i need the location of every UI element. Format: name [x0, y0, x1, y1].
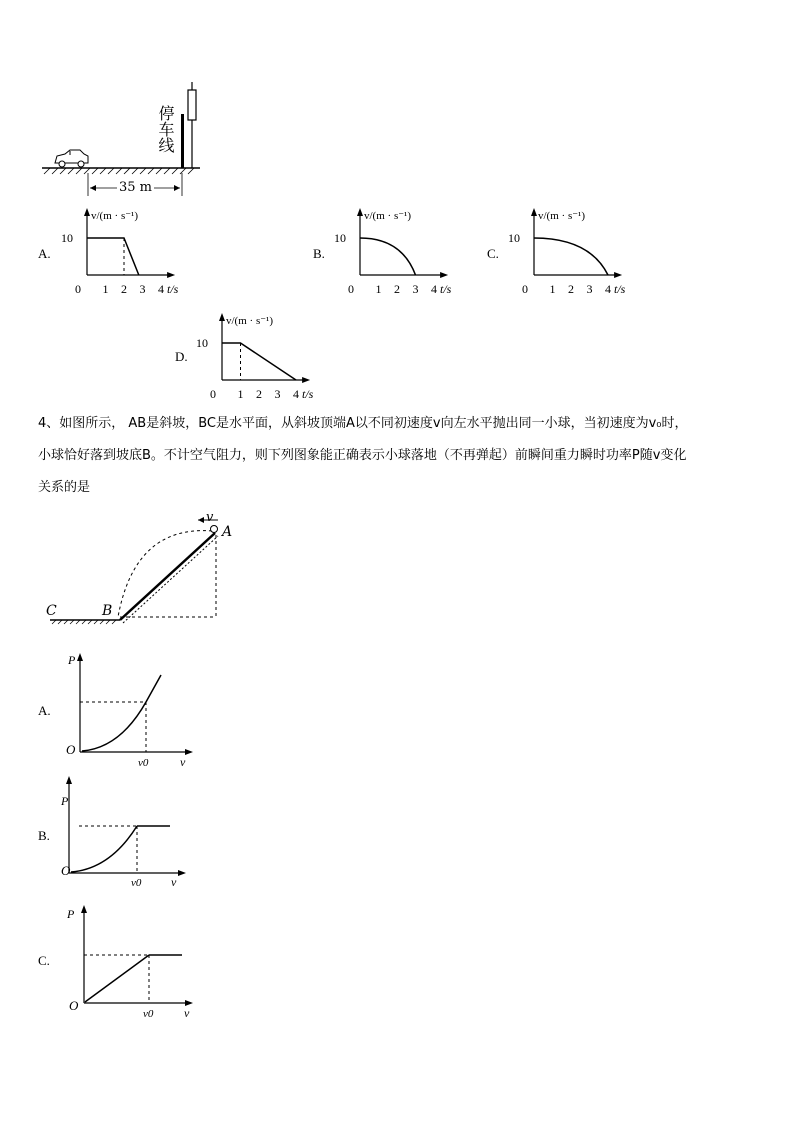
- q3-option-b-label: B.: [313, 246, 325, 261]
- y-axis-arrow: [219, 313, 225, 321]
- x-tick-label: 1: [102, 282, 109, 296]
- x-axis-arrow: [167, 272, 175, 278]
- q4-number: 4、: [38, 416, 60, 431]
- q3-option-d-label: D.: [175, 349, 188, 364]
- point-a-label: A: [222, 524, 233, 540]
- x-tick-label: 0: [210, 387, 216, 401]
- y-axis-arrow: [531, 208, 537, 216]
- velocity-series-line: [360, 238, 416, 275]
- q3-chart-a: [60, 205, 210, 300]
- x-axis-arrow: [614, 272, 622, 278]
- x-axis-unit: t/s: [302, 387, 314, 401]
- x-tick-label: 0: [348, 282, 354, 296]
- q4-stem-line3: 关系的是: [38, 480, 91, 495]
- x-tick-label: 1: [237, 387, 244, 401]
- x-axis-unit: t/s: [614, 282, 626, 296]
- x-tick-label: 3: [274, 387, 281, 401]
- x-tick-label: 2: [394, 282, 400, 296]
- q3-chart-d: [195, 310, 345, 405]
- point-b-label: B: [102, 603, 113, 619]
- q4-chart-c: [60, 900, 210, 1025]
- x-tick-label: 2: [121, 282, 127, 296]
- q4-c-mark: v0: [143, 1008, 154, 1020]
- q4-stem-line1: 如图所示， AB是斜坡，BC是水平面，从斜坡顶端A以不同初速度v向左水平抛出同一小球，当初速度为v₀时，: [59, 416, 688, 431]
- x-axis-arrow: [302, 377, 310, 383]
- x-tick-label: 1: [549, 282, 556, 296]
- y-axis-label: v/(m · s⁻¹): [226, 315, 273, 327]
- x-axis-unit: t/s: [440, 282, 452, 296]
- y-axis-label: v/(m · s⁻¹): [538, 210, 585, 222]
- y-axis-label: v/(m · s⁻¹): [91, 210, 138, 222]
- q4-option-a-label: A.: [38, 703, 51, 718]
- y-value-label: 10: [334, 231, 346, 245]
- q4-b-origin: O: [61, 863, 71, 878]
- y-value-label: 10: [196, 336, 208, 350]
- q4-a-xlabel: v: [180, 755, 186, 769]
- x-tick-label: 0: [75, 282, 81, 296]
- q4-stem: [38, 412, 768, 500]
- x-tick-label: 4: [293, 387, 299, 401]
- x-tick-label: 4: [431, 282, 437, 296]
- q3-chart-c: [507, 205, 657, 300]
- q4-b-ylabel: P: [61, 794, 69, 808]
- distance-label: 35 m: [119, 180, 153, 195]
- q4-chart-a: [60, 650, 210, 770]
- velocity-series-line: [534, 238, 608, 275]
- x-tick-label: 3: [139, 282, 146, 296]
- y-axis-arrow: [357, 208, 363, 216]
- x-tick-label: 1: [375, 282, 382, 296]
- x-tick-label: 2: [256, 387, 262, 401]
- velocity-series-line: [222, 343, 296, 380]
- q4-option-c-label: C.: [38, 953, 50, 968]
- q4-stem-line2: 小球恰好落到坡底B。不计空气阻力，则下列图象能正确表示小球落地（不再弹起）前瞬间重力瞬时功率P随v变化: [38, 448, 687, 463]
- q3-chart-b: [333, 205, 483, 300]
- car-icon: [55, 150, 88, 167]
- q4-b-xlabel: v: [171, 875, 177, 889]
- x-tick-label: 0: [522, 282, 528, 296]
- q4-a-origin: O: [66, 742, 76, 757]
- point-c-label: C: [46, 603, 57, 619]
- x-tick-label: 3: [412, 282, 419, 296]
- x-tick-label: 3: [586, 282, 593, 296]
- y-value-label: 10: [508, 231, 520, 245]
- q3-option-c-label: C.: [487, 246, 499, 261]
- velocity-label: v: [206, 510, 214, 525]
- q4-c-xlabel: v: [184, 1006, 190, 1020]
- q4-option-b-label: B.: [38, 828, 50, 843]
- stop-line-label: 停车线: [156, 105, 175, 153]
- q4-c-ylabel: P: [67, 907, 75, 921]
- q4-b-mark: v0: [131, 877, 142, 889]
- x-axis-unit: t/s: [167, 282, 179, 296]
- q4-chart-b: [55, 775, 205, 895]
- velocity-series-line: [87, 238, 139, 275]
- y-axis-label: v/(m · s⁻¹): [364, 210, 411, 222]
- y-axis-arrow: [84, 208, 90, 216]
- y-value-label: 10: [61, 231, 73, 245]
- x-tick-label: 4: [158, 282, 164, 296]
- q4-a-mark: v0: [138, 757, 149, 769]
- q4-a-ylabel: P: [68, 653, 76, 667]
- q3-option-a-label: A.: [38, 246, 51, 261]
- slope-figure: [40, 505, 250, 635]
- x-tick-label: 4: [605, 282, 611, 296]
- q4-c-origin: O: [69, 998, 79, 1013]
- x-axis-arrow: [440, 272, 448, 278]
- x-tick-label: 2: [568, 282, 574, 296]
